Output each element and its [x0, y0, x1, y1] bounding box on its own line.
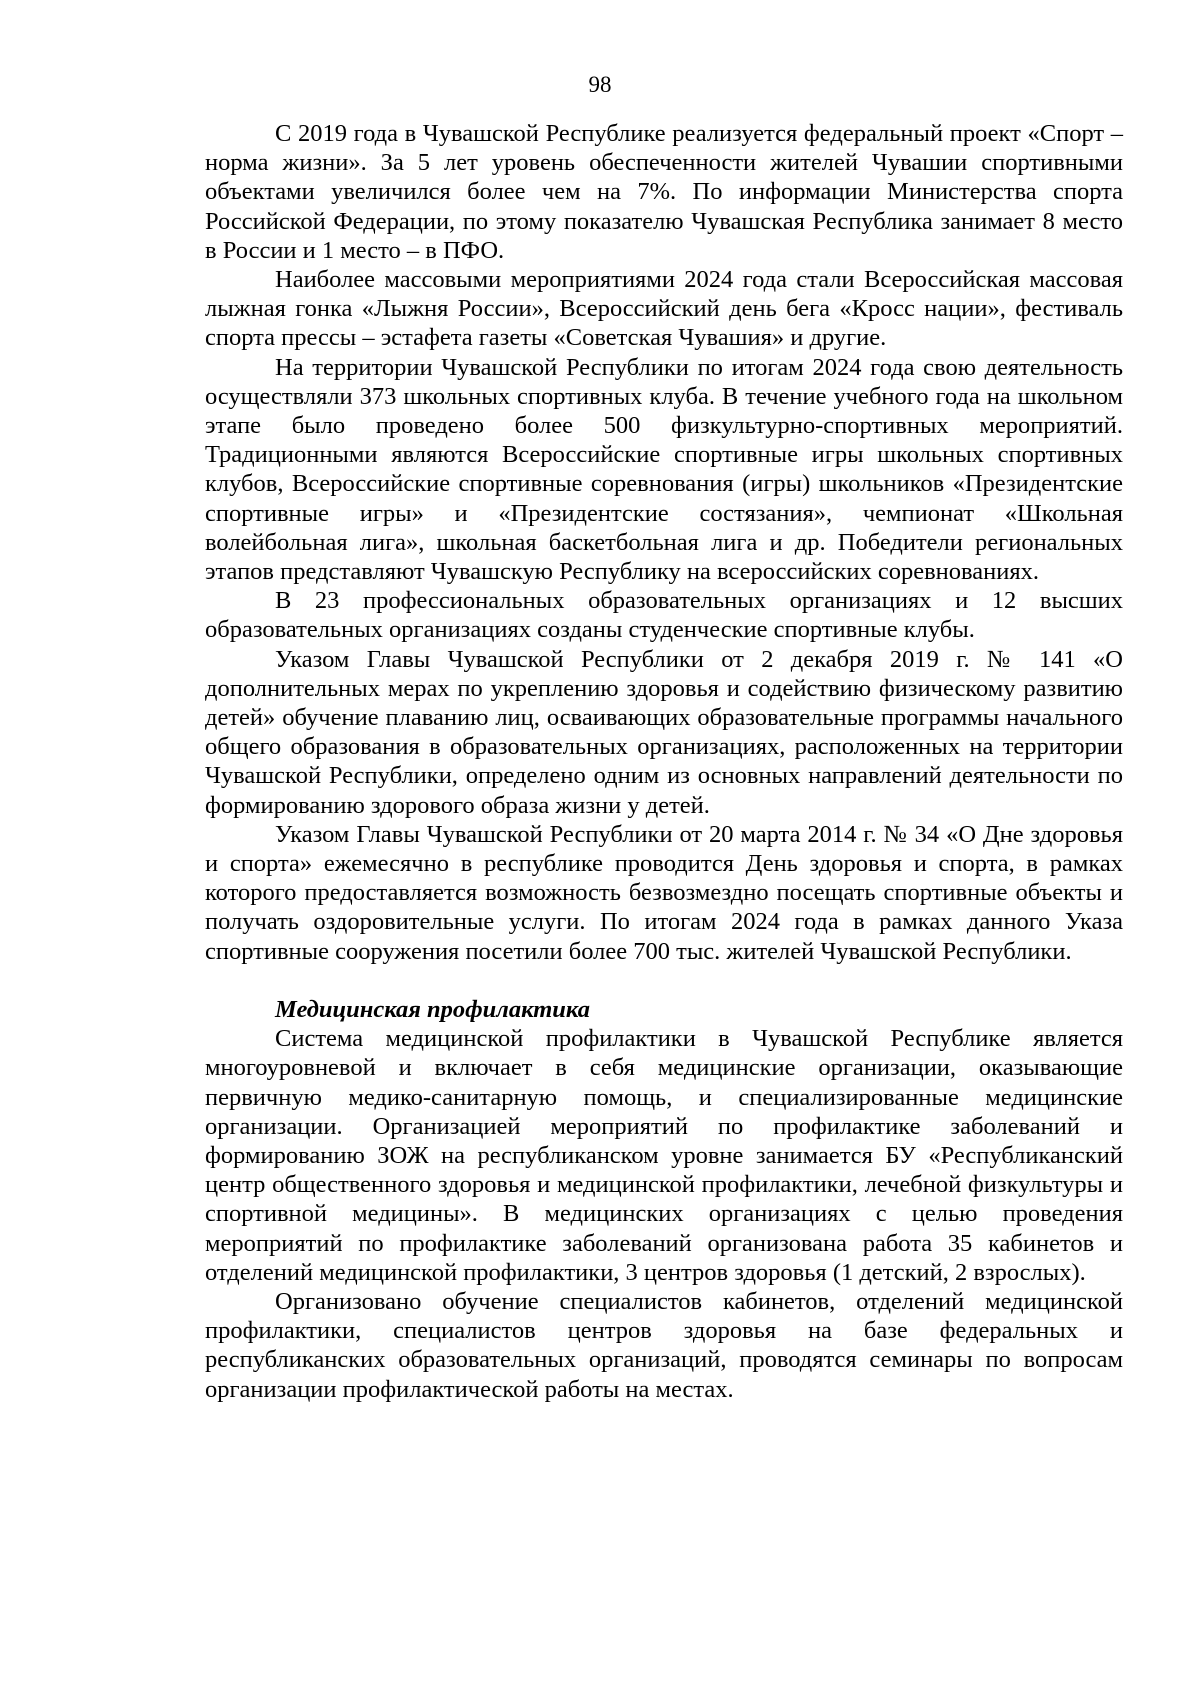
paragraph-specialist-training: Организовано обучение специалистов кабинетов, отделений медицинской профилактики, специалистов центров здоровья на базе федеральных и республиканских образовательных организаций, проводятся семинары по вопросам организации профилактической работы на местах. — [205, 1287, 1123, 1403]
section-heading: Медицинская профилактика — [275, 995, 590, 1023]
paragraph-prevention-system: Система медицинской профилактики в Чувашской Республике является многоуровневой и включает в себя медицинские организации, оказывающие первичную медико-санитарную помощь, и специализированные медицинские организации. Организацией мероприятий по профилактике заболеваний и формированию ЗОЖ на республиканском уровне занимается БУ «Республиканский центр общественного здоровья и медицинской профилактики, лечебной физкультуры и спортивной медицины». В медицинских организациях с целью проведения мероприятий по профилактике заболеваний организована работа 35 кабинетов и отделений медицинской профилактики, 3 центров здоровья (1 детский, 2 взрослых). — [205, 1025, 1123, 1286]
paragraph-student-clubs: В 23 профессиональных образовательных организациях и 12 высших образовательных организациях созданы студенческие спортивные клубы. — [205, 587, 1123, 644]
paragraph-mass-events: Наиболее массовыми мероприятиями 2024 года стали Всероссийская массовая лыжная гонка «Лыжня России», Всероссийский день бега «Кросс нации», фестиваль спорта прессы – эстафета газеты «Советская Чувашия» и другие. — [205, 266, 1123, 352]
section-spacer — [205, 966, 1123, 995]
paragraph-school-clubs: На территории Чувашской Республики по итогам 2024 года свою деятельность осуществляли 373 школьных спортивных клуба. В течение учебного года на школьном этапе было проведено более 500 физкультурно-спортивных мероприятий. Традиционными являются Всероссийские спортивные игры школьных спортивных клубов, Всероссийские спортивные соревнования (игры) школьников «Президентские спортивные игры» и «Президентские состязания», чемпионат «Школьная волейбольная лига», школьная баскетбольная лига и др. Победители региональных этапов представляют Чувашскую Республику на всероссийских соревнованиях. — [205, 353, 1123, 586]
paragraph-sport-project: С 2019 года в Чувашской Республике реализуется федеральный проект «Спорт – норма жизни». За 5 лет уровень обеспеченности жителей Чувашии спортивными объектами увеличился более чем на 7%. По информации Министерства спорта Российской Федерации, по этому показателю Чувашская Республика занимает 8 место в России и 1 место – в ПФО. — [205, 120, 1123, 264]
paragraph-decree-34: Указом Главы Чувашской Республики от 20 марта 2014 г. № 34 «О Дне здоровья и спорта» ежемесячно в республике проводится День здоровья и спорта, в рамках которого предоставляется возможность безвозмездно посещать спортивные объекты и получать оздоровительные услуги. По итогам 2024 года в рамках данного Указа спортивные сооружения посетили более 700 тыс. жителей Чувашской Республики. — [205, 820, 1123, 965]
page-body — [205, 119, 1123, 1404]
page-number: 98 — [588, 72, 612, 97]
paragraph-decree-141: Указом Главы Чувашской Республики от 2 декабря 2019 г. № 141 «О дополнительных мерах по укреплению здоровья и содействию физическому развитию детей» обучение плаванию лиц, осваивающих образовательные программы начального общего образования в образовательных организациях, расположенных на территории Чувашской Республики, определено одним из основных направлений деятельности по формированию здорового образа жизни у детей. — [205, 645, 1123, 819]
